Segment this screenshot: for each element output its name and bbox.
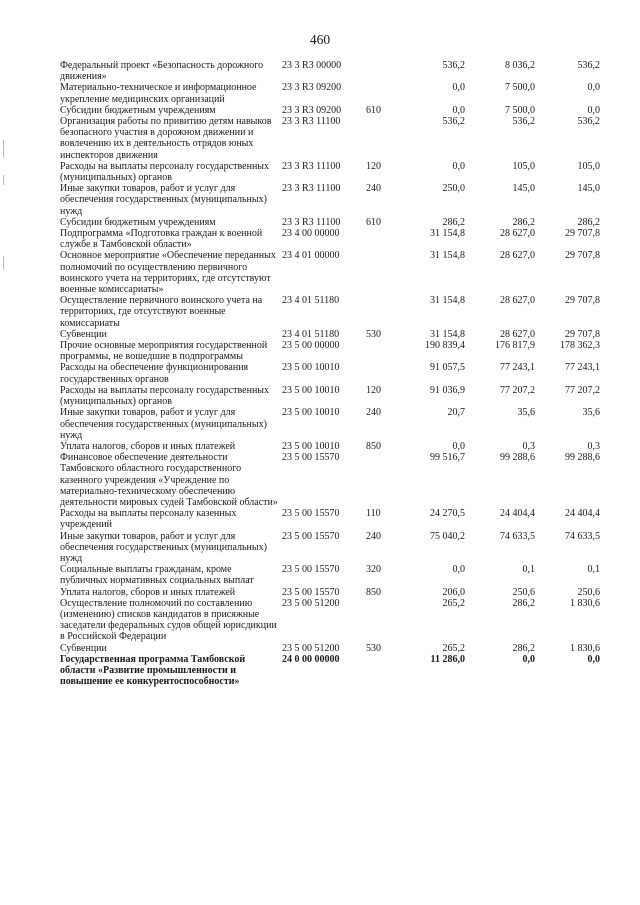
table-row: [60, 452, 600, 508]
row-value-year-1: 0,0: [452, 104, 465, 116]
row-value-year-3: 29 707,8: [565, 228, 600, 240]
row-expense-type: [366, 116, 400, 161]
row-name: Организация работы по привитию детям навыков безопасного участия в дорожном движении и вовлечению их в деятельность отрядов юных инспекторов движения: [60, 116, 272, 161]
row-expense-type: [366, 82, 400, 104]
row-value-year-1: 265,2: [442, 642, 465, 654]
row-value-year-2: 24 404,4: [500, 508, 535, 520]
row-code: 23 5 00 15570: [282, 452, 340, 464]
row-value-year-3: 178 362,3: [560, 340, 600, 352]
row-expense-type: [366, 452, 400, 508]
row-value-year-1: 11 286,0: [430, 653, 465, 665]
row-value-year-2: 28 627,0: [500, 250, 535, 262]
budget-table-body: [60, 60, 600, 687]
row-value-year-2: 286,2: [512, 642, 535, 654]
row-expense-type: 850: [366, 440, 381, 452]
row-code: 23 5 00 51200: [282, 597, 340, 609]
row-value-year-2: 99 288,6: [500, 452, 535, 464]
row-expense-type: 850: [366, 586, 381, 598]
row-expense-type: 240: [366, 407, 381, 419]
row-value-year-1: 286,2: [442, 216, 465, 228]
row-value-year-3: 250,6: [577, 586, 600, 598]
row-name: Подпрограмма «Подготовка граждан к военной службе в Тамбовской области»: [60, 228, 263, 251]
margin-mark: [3, 140, 4, 158]
row-value-year-1: 0,0: [452, 440, 465, 452]
row-value-year-3: 77 207,2: [565, 384, 600, 396]
row-value-year-1: 536,2: [442, 60, 465, 71]
row-value-year-2: 7 500,0: [505, 104, 535, 116]
table-row: [60, 105, 600, 116]
row-code: 23 4 00 00000: [282, 228, 340, 240]
row-expense-type: 530: [366, 328, 381, 340]
row-value-year-3: 77 243,1: [565, 362, 600, 374]
row-code: 23 5 00 10010: [282, 407, 340, 419]
row-name: Субвенции: [60, 642, 107, 654]
row-value-year-3: 0,0: [587, 653, 600, 665]
row-value-year-3: 1 830,6: [570, 642, 600, 654]
row-code: 23 5 00 15570: [282, 564, 340, 576]
row-name: Прочие основные мероприятия государственной программы, не вошедшие в подпрограммы: [60, 340, 268, 363]
row-name: Иные закупки товаров, работ и услуг для обеспечения государственных (муниципальных) нужд: [60, 530, 267, 564]
budget-table: [60, 60, 600, 687]
row-value-year-1: 190 839,4: [425, 340, 465, 352]
table-row: [60, 654, 600, 688]
row-code: 23 3 R3 11100: [282, 183, 341, 195]
row-value-year-2: 145,0: [512, 183, 535, 195]
row-value-year-3: 29 707,8: [565, 328, 600, 340]
row-code: 23 5 00 51200: [282, 642, 340, 654]
row-name: Субсидии бюджетным учреждениям: [60, 104, 216, 116]
row-name: Осуществление первичного воинского учета на территориях, где отсутствуют военные комиссариаты: [60, 295, 263, 329]
row-code: 23 3 R3 09200: [282, 82, 342, 94]
row-code: 23 4 01 00000: [282, 250, 340, 262]
row-code: 23 3 R3 11100: [282, 216, 341, 228]
table-row: [60, 385, 600, 407]
row-expense-type: 610: [366, 216, 381, 228]
row-name: Государственная программа Тамбовской области «Развитие промышленности и повышение ее конкурентоспособности»: [60, 653, 246, 688]
margin-mark: [3, 175, 4, 185]
row-code: 24 0 00 00000: [282, 653, 340, 665]
row-value-year-2: 286,2: [512, 216, 535, 228]
row-value-year-3: 1 830,6: [570, 597, 600, 609]
row-expense-type: [366, 362, 400, 384]
row-expense-type: 120: [366, 384, 381, 396]
row-expense-type: [366, 228, 400, 250]
row-name: Субвенции: [60, 328, 107, 340]
row-value-year-3: 99 288,6: [565, 452, 600, 464]
row-value-year-1: 91 036,9: [430, 384, 465, 396]
row-name: Уплата налогов, сборов и иных платежей: [60, 586, 236, 598]
row-value-year-3: 29 707,8: [565, 295, 600, 307]
row-value-year-2: 77 207,2: [500, 384, 535, 396]
row-value-year-3: 536,2: [577, 116, 600, 128]
row-expense-type: 610: [366, 104, 381, 116]
row-value-year-1: 31 154,8: [430, 295, 465, 307]
table-row: [60, 340, 600, 362]
row-value-year-3: 536,2: [577, 60, 600, 71]
row-code: 23 5 00 15570: [282, 508, 340, 520]
row-code: 23 4 01 51180: [282, 295, 340, 307]
table-row: [60, 531, 600, 565]
row-value-year-1: 31 154,8: [430, 228, 465, 240]
row-value-year-1: 0,0: [452, 82, 465, 94]
table-row: [60, 643, 600, 654]
row-value-year-1: 99 516,7: [430, 452, 465, 464]
table-row: [60, 329, 600, 340]
row-value-year-3: 29 707,8: [565, 250, 600, 262]
row-name: Расходы на выплаты персоналу государственных (муниципальных) органов: [60, 160, 270, 184]
row-value-year-2: 0,0: [522, 653, 535, 665]
row-value-year-1: 250,0: [442, 183, 465, 195]
row-code: 23 3 R3 11100: [282, 160, 341, 172]
table-row: [60, 82, 600, 104]
row-expense-type: 240: [366, 530, 381, 542]
row-code: 23 5 00 10010: [282, 440, 340, 452]
table-row: [60, 161, 600, 183]
row-name: Осуществление полномочий по составлению (изменению) списков кандидатов в присяжные заседатели федеральных судов общей юрисдикции в Российской Федерации: [60, 597, 277, 643]
row-name: Уплата налогов, сборов и иных платежей: [60, 440, 236, 452]
table-row: [60, 407, 600, 441]
row-name: Финансовое обеспечение деятельности Тамбовского областного государственного казенного учреждения «Учреждение по материально-техническому обеспечению деятельности мировых судей Тамбовской области»: [60, 452, 278, 508]
row-expense-type: 320: [366, 564, 381, 576]
row-value-year-2: 250,6: [512, 586, 535, 598]
row-value-year-2: 28 627,0: [500, 228, 535, 240]
table-row: [60, 217, 600, 228]
row-expense-type: 240: [366, 183, 381, 195]
row-expense-type: 110: [366, 508, 381, 520]
row-value-year-2: 176 817,9: [495, 340, 535, 352]
row-value-year-3: 35,6: [582, 407, 600, 419]
row-value-year-2: 105,0: [512, 160, 535, 172]
row-name: Расходы на выплаты персоналу государственных (муниципальных) органов: [60, 384, 270, 408]
row-value-year-1: 75 040,2: [430, 530, 465, 542]
table-row: [60, 295, 600, 329]
row-code: 23 5 00 10010: [282, 362, 340, 374]
row-expense-type: [366, 60, 400, 82]
row-expense-type: [366, 250, 400, 295]
row-expense-type: 530: [366, 642, 381, 654]
row-name: Иные закупки товаров, работ и услуг для обеспечения государственных (муниципальных) нужд: [60, 407, 267, 441]
row-expense-type: [366, 598, 400, 643]
row-code: 23 5 00 00000: [282, 340, 340, 352]
row-name: Расходы на выплаты персоналу казенных учреждений: [60, 508, 237, 531]
row-value-year-2: 536,2: [512, 116, 535, 128]
row-value-year-2: 77 243,1: [500, 362, 535, 374]
row-value-year-1: 31 154,8: [430, 328, 465, 340]
row-value-year-3: 74 633,5: [565, 530, 600, 542]
row-name: Федеральный проект «Безопасность дорожного движения»: [60, 60, 264, 83]
row-code: 23 4 01 51180: [282, 328, 340, 340]
row-code: 23 5 00 15570: [282, 530, 340, 542]
table-row: [60, 183, 600, 217]
row-name: Иные закупки товаров, работ и услуг для обеспечения государственных (муниципальных) нужд: [60, 183, 267, 217]
row-value-year-2: 35,6: [517, 407, 535, 419]
row-expense-type: 120: [366, 160, 381, 172]
row-value-year-2: 0,1: [522, 564, 535, 576]
row-value-year-3: 0,0: [587, 104, 600, 116]
row-value-year-3: 105,0: [577, 160, 600, 172]
row-name: Материально-техническое и информационное укрепление медицинских организаций: [60, 82, 257, 105]
row-value-year-1: 536,2: [442, 116, 465, 128]
table-row: [60, 228, 600, 250]
row-code: 23 5 00 15570: [282, 586, 340, 598]
row-value-year-3: 24 404,4: [565, 508, 600, 520]
row-expense-type: [366, 340, 400, 362]
table-row: [60, 564, 600, 586]
row-code: 23 3 R3 00000: [282, 60, 342, 71]
row-value-year-1: 0,0: [452, 160, 465, 172]
row-value-year-2: 0,3: [522, 440, 535, 452]
row-value-year-2: 286,2: [512, 597, 535, 609]
row-value-year-1: 0,0: [452, 564, 465, 576]
table-row: [60, 598, 600, 643]
row-value-year-1: 20,7: [447, 407, 465, 419]
row-value-year-2: 7 500,0: [505, 82, 535, 94]
row-value-year-1: 91 057,5: [430, 362, 465, 374]
margin-mark: [3, 256, 4, 270]
row-code: 23 5 00 10010: [282, 384, 340, 396]
row-name: Основное мероприятие «Обеспечение переданных полномочий по осуществлению первичного воинского учета на территориях, где отсутствуют военные комиссариаты»: [60, 250, 276, 296]
row-value-year-3: 0,3: [587, 440, 600, 452]
row-value-year-1: 31 154,8: [430, 250, 465, 262]
table-row: [60, 116, 600, 161]
table-row: [60, 508, 600, 530]
row-expense-type: [366, 295, 400, 329]
table-row: [60, 587, 600, 598]
row-value-year-3: 0,1: [587, 564, 600, 576]
row-name: Социальные выплаты гражданам, кроме публичных нормативных социальных выплат: [60, 564, 254, 587]
row-value-year-2: 28 627,0: [500, 295, 535, 307]
row-value-year-2: 28 627,0: [500, 328, 535, 340]
table-row: [60, 441, 600, 452]
row-value-year-1: 265,2: [442, 597, 465, 609]
row-value-year-1: 24 270,5: [430, 508, 465, 520]
table-row: [60, 250, 600, 295]
row-expense-type: [366, 654, 400, 688]
row-name: Расходы на обеспечение функционирования государственных органов: [60, 362, 249, 385]
table-row: [60, 60, 600, 82]
row-value-year-1: 206,0: [442, 586, 465, 598]
row-value-year-2: 74 633,5: [500, 530, 535, 542]
row-code: 23 3 R3 09200: [282, 104, 342, 116]
row-value-year-2: 8 036,2: [505, 60, 535, 71]
table-row: [60, 362, 600, 384]
page-number: 460: [309, 32, 331, 47]
row-code: 23 3 R3 11100: [282, 116, 341, 128]
row-value-year-3: 145,0: [577, 183, 600, 195]
row-name: Субсидии бюджетным учреждениям: [60, 216, 216, 228]
row-value-year-3: 0,0: [587, 82, 600, 94]
row-value-year-3: 286,2: [577, 216, 600, 228]
